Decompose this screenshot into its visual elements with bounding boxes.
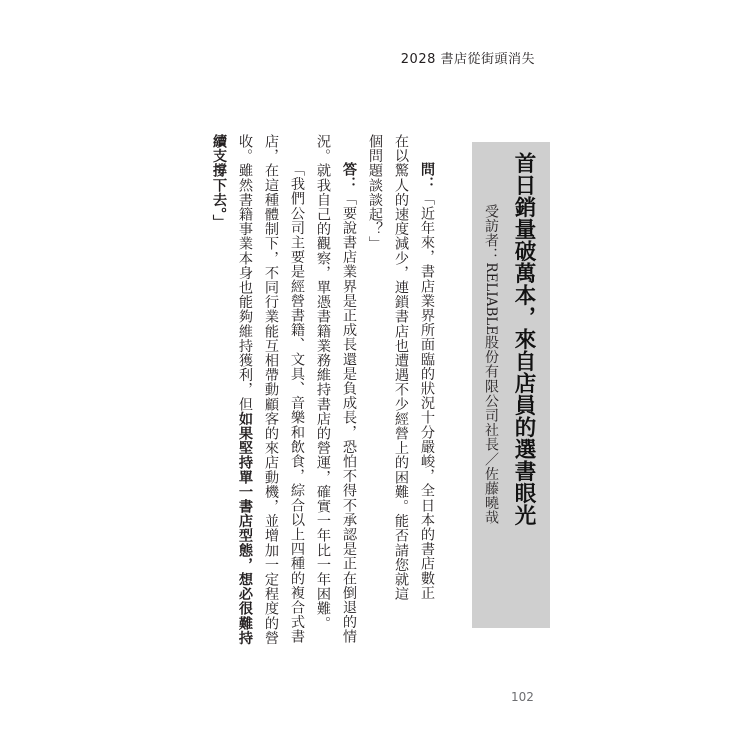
answer-emphasis-2: 續支撐下去。」 (211, 134, 227, 230)
answer-label: 答： (341, 162, 357, 192)
body-column-7 (260, 134, 282, 645)
answer-text-2: 況。就我自己的觀察，單憑書籍業務維持書店的營運，確實一年比一年困難。 (315, 134, 331, 631)
question-open-quote: 「 (419, 191, 435, 206)
body-column-8 (234, 134, 256, 646)
interviewee-role: 股份有限公司社長／佐藤曉哉 (483, 335, 499, 526)
answer-text-3: 「我們公司主要是經營書籍、文具、音樂和飲食，綜合以上四種的複合式書 (289, 162, 305, 644)
chapter-title: 首日銷量破萬本，來自店員的選書眼光 (511, 152, 536, 526)
question-text-1: 近年來，書店業界所面臨的狀況十分嚴峻，全日本的書店數正 (419, 205, 435, 601)
running-header: 2028 書店從街頭消失 (400, 52, 535, 67)
body-column-9 (208, 134, 230, 604)
body-column-1 (416, 162, 438, 632)
answer-text-4: 店，在這種體制下，不同行業能互相帶動顧客的來店動機，並增加一定程度的營 (263, 134, 279, 645)
answer-text-1: 「要說書店業界是正成長還是負成長，恐怕不得不承認是正在倒退的情 (341, 191, 357, 644)
body-column-6 (286, 162, 308, 644)
interviewee-company: RELIABLE (483, 262, 499, 336)
question-text-3: 個問題談談起？」 (367, 134, 383, 251)
body-column-3 (364, 134, 386, 604)
question-label: 問： (419, 162, 435, 192)
chapter-title-box (472, 142, 550, 628)
body-column-4 (338, 162, 360, 644)
question-text-2: 在以驚人的速度減少，連鎖書店也遭遇不少經營上的困難。能否請您就這 (393, 134, 409, 602)
interviewee-credit (480, 142, 502, 690)
interviewee-prefix: 受訪者： (483, 204, 499, 263)
answer-emphasis-1: 如果堅持單一書店型態，想必很難持 (237, 411, 253, 646)
body-column-5 (312, 134, 334, 631)
answer-text-5: 收。雖然書籍事業本身也能夠維持獲利，但 (237, 134, 253, 412)
body-column-2 (390, 134, 412, 604)
page-number: 102 (511, 690, 534, 704)
